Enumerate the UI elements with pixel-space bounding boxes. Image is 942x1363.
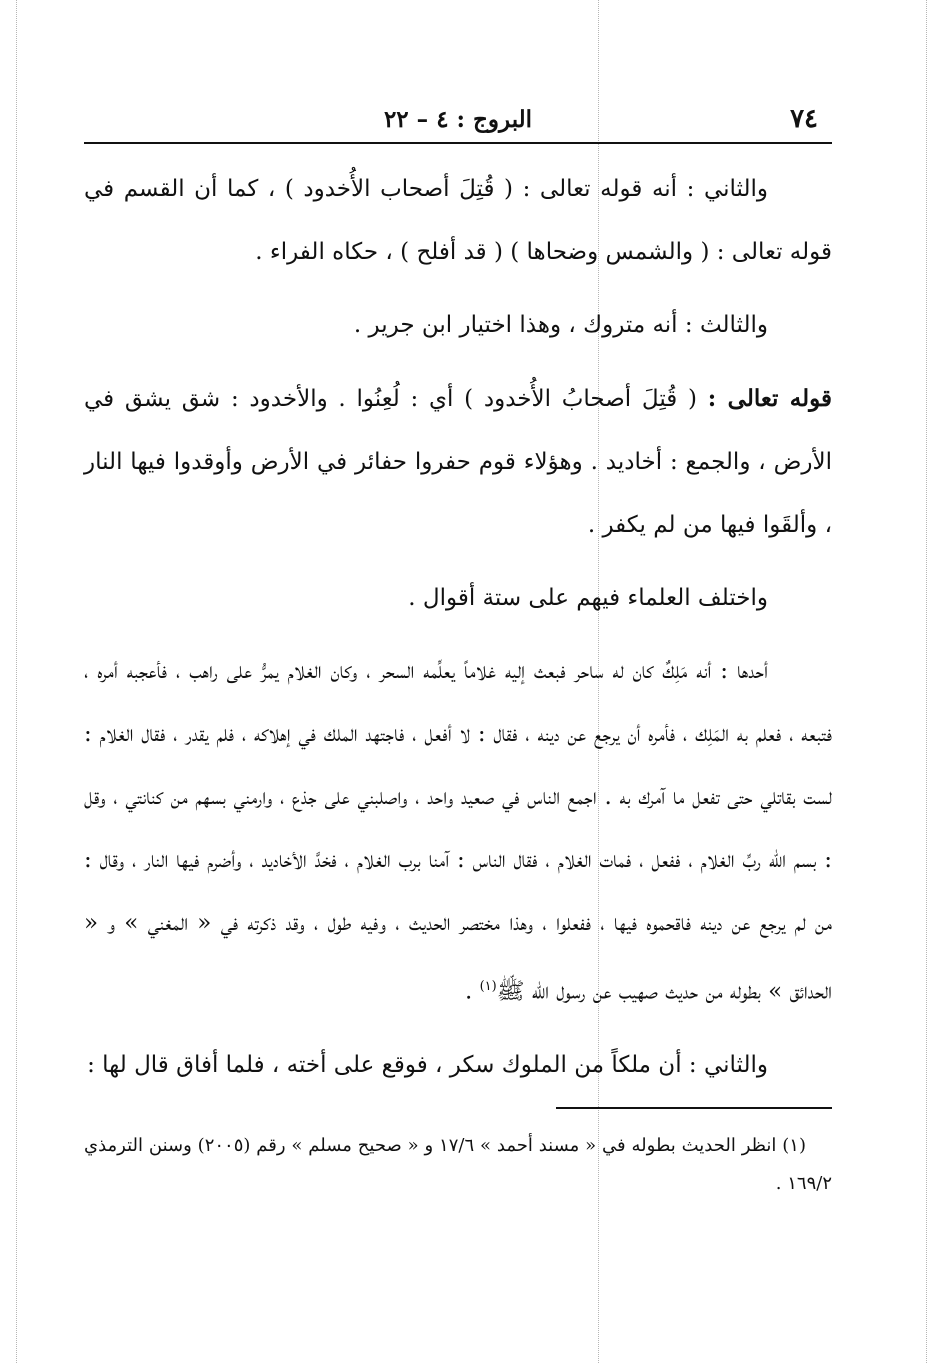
verse-commentary-text: ( قُتِلَ أصحابُ الأُخدود ) أي : لُعِنُوا . والأخدود : شق يشق في الأرض ، والجمع : أخاديد . وهؤلاء قوم حفروا حفائر في الأرض وأوقدوا فيها النار ، وألقَوا فيها من لم يكفر . (84, 386, 832, 538)
footnote-1: (١) انظر الحديث بطوله في « مسند أحمد » ١٧/٦ و « صحيح مسلم » رقم (٢٠٠٥) وسنن الترمذي ١٦٩/٢ . (84, 1134, 832, 1194)
scan-margin-line-left (16, 0, 17, 1363)
verse-lead: قوله تعالى : (707, 385, 832, 412)
paragraph-second-story: والثاني : أن ملكاً من الملوك سكر ، فوقع على أخته ، فلما أفاق قال لها : (87, 1051, 768, 1078)
first-opinion-text: أحدها : أنه مَلِكٌ كان له ساحر فبعث إليه غلاماً يعلِّمه السحر ، وكان الغلام يمرُّ على راهب ، فأعجبه أمره ، فتبعه ، فعلم به المَلِك ، فأمره أن يرجع عن دينه ، فقال : لا أفعل ، فاجتهد الملك في إهلاكه ، فلم يقدر ، فقال الغلام : لست بقاتلي حتى تفعل ما آمرك به . اجمع الناس في صعيد واحد ، واصلبني على جذع ، وارمني بسهم من كنانتي ، وقل : بسم الله ربِّ الغلام ، ففعل ، فمات الغلام ، فقال الناس : آمنا برب الغلام ، فخدَّ الأخاديد ، وأضرم فيها النار ، وقال : من لم يرجع عن دينه فاقحموه فيها ، ففعلوا ، وهذا مختصر الحديث ، وفيه طول ، وقد ذكرته في « المغني » و « الحدائق » بطوله من حديث صهيب عن رسول الله ﷺ (84, 658, 832, 1005)
paragraph-third-opinion: والثالث : أنه متروك ، وهذا اختيار ابن جرير . (353, 312, 768, 338)
main-text (84, 158, 832, 1097)
footnotes (84, 1127, 832, 1203)
page-number: ٧٤ (790, 104, 818, 134)
paragraph-scholars-opinions: واختلف العلماء فيهم على ستة أقوال . (408, 585, 768, 611)
running-title: البروج : ٤ – ٢٢ (383, 106, 533, 133)
paragraph-verse-commentary (84, 367, 832, 557)
paragraph-first-opinion (84, 640, 832, 1024)
footnote-separator (556, 1107, 832, 1109)
scan-margin-line-right (926, 0, 927, 1363)
paragraph-second-opinion: والثاني : أنه قوله تعالى : ( قُتِلَ أصحاب الأُخدود ) ، كما أن القسم في قوله تعالى : ( والشمس وضحاها ) ( قد أفلح ) ، حكاه الفراء . (84, 176, 832, 265)
first-opinion-end: . (464, 978, 480, 1005)
footnote-reference: (١) (479, 979, 497, 994)
book-page (84, 96, 832, 1203)
page-header (84, 96, 832, 144)
